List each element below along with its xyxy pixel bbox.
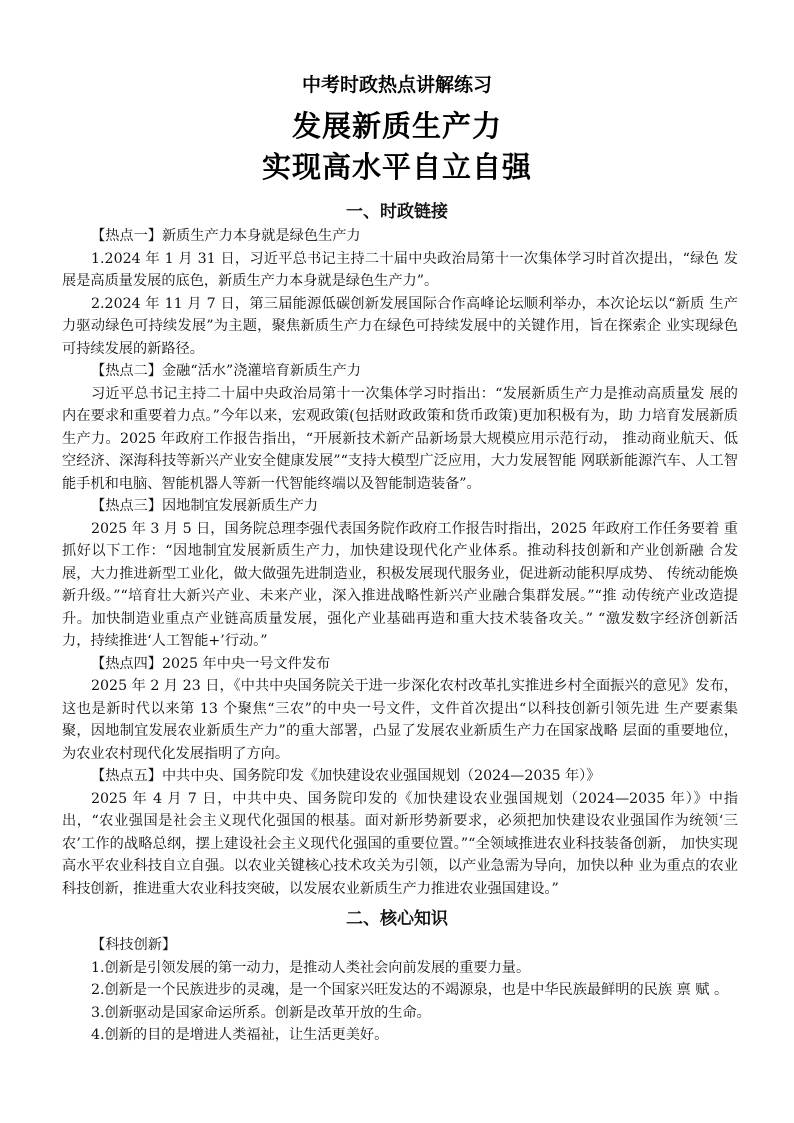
paragraph: 1.2024 年 1 月 31 日，习近平总书记主持二十届中央政治局第十一次集体学习时首次提出，“绿色 发展是高质量发展的底色，新质生产力本身就是绿色生产力”。 [62, 250, 738, 289]
list-item: 1.创新是引领发展的第一动力，是推动人类社会向前发展的重要力量。 [91, 959, 531, 976]
paragraph: 2025 年 3 月 5 日，国务院总理李强代表国务院作政府工作报告时指出，2025 年政府工作任务要着 重抓好以下工作：“因地制宜发展新质生产力，加快建设现代化产业体系。推动科技创新和产业创新融 合发展，大力推进新型工业化，做大做强先进制造业，积极发展现代服务业，促进新动能积厚成势、 传统动能焕新升级。”“培育壮大新兴产业、未来产业，深入推进战略性新兴产业融合集群发展。”“推 动传统产业改造提升。加快制造业重点产业链高质量发展，强化产业基础再造和重大技术装备攻关。” “激发数字经济创新活力，持续推进‘人工智能+’行动。” [62, 520, 738, 649]
section-current-affairs-body [62, 225, 738, 900]
list-item: 3.创新驱动是国家命运所系。创新是改革开放的生命。 [91, 1004, 431, 1021]
section-heading-current-affairs: 一、时政链接 [346, 202, 448, 222]
list-item: 2.创新是一个民族进步的灵魂，是一个国家兴旺发达的不竭源泉，也是中华民族最鲜明的民族 禀 赋 。 [91, 982, 729, 998]
hotspot-4-heading: 【热点四】2025 年中央一号文件发布 [91, 655, 331, 672]
paragraph: 2025 年 4 月 7 日，中共中央、国务院印发的《加快建设农业强国规划（2024—2035 年）》中指出，“农业强国是社会主义现代化强国的根基。面对新形势新要求，必须把加快建设农业强国作为统领‘三 农’工作的战略总纲，摆上建设社会主义现代化强国的重要位置。”“全领域推进农业科技装备创新， 加快实现高水平农业科技自立自强。以农业关键核心技术攻关为引领，以产业急需为导向，加快以种 业为重点的农业科技创新，推进重大农业科技突破，以发展农业新质生产力推进农业强国建设。” [62, 790, 738, 897]
doc-title-line2: 实现高水平自立自强 [261, 150, 532, 184]
knowledge-heading: 【科技创新】 [91, 937, 177, 953]
section-heading-core-knowledge: 二、核心知识 [346, 909, 448, 929]
section-core-knowledge-body [62, 934, 738, 1047]
paragraph: 2.2024 年 11 月 7 日，第三届能源低碳创新发展国际合作高峰论坛顺利举办，本次论坛以“新质 生产力驱动绿色可持续发展”为主题，聚焦新质生产力在绿色可持续发展中的关键作用，旨在探索企 业实现绿色可持续发展的新路径。 [62, 295, 738, 357]
hotspot-1-heading: 【热点一】新质生产力本身就是绿色生产力 [91, 228, 361, 244]
list-item: 4.创新的目的是增进人类福祉，让生活更美好。 [91, 1027, 389, 1043]
doc-kicker: 中考时政热点讲解练习 [301, 74, 492, 96]
paragraph: 习近平总书记主持二十届中央政治局第十一次集体学习时指出：“发展新质生产力是推动高质量发 展的内在要求和重要着力点。”今年以来，宏观政策(包括财政政策和货币政策)更加积极有为，助 力培育发展新质生产力。2025 年政府工作报告指出，“开展新技术新产品新场景大规模应用示范行动， 推动商业航天、低空经济、深海科技等新兴产业安全健康发展”“支持大模型广泛应用，大力发展智能 网联新能源汽车、人工智能手机和电脑、智能机器人等新一代智能终端以及智能制造装备”。 [62, 385, 738, 492]
hotspot-2-heading: 【热点二】金融“活水”浇灌培育新质生产力 [91, 363, 361, 379]
hotspot-5-heading: 【热点五】中共中央、国务院印发《加快建设农业强国规划（2024—2035 年）》 [91, 768, 601, 784]
paragraph: 2025 年 2 月 23 日，《中共中央国务院关于进一步深化农村改革扎实推进乡村全面振兴的意见》发布，这也是新时代以来第 13 个聚焦“三农”的中央一号文件，文件首次提出“以科技创新引领先进 生产要素集聚，因地制宜发展农业新质生产力”的重大部署，凸显了发展农业新质生产力在国家战略 层面的重要地位，为农业农村现代化发展指明了方向。 [62, 678, 738, 762]
hotspot-3-heading: 【热点三】因地制宜发展新质生产力 [91, 498, 319, 514]
doc-title-line1: 发展新质生产力 [291, 109, 502, 143]
